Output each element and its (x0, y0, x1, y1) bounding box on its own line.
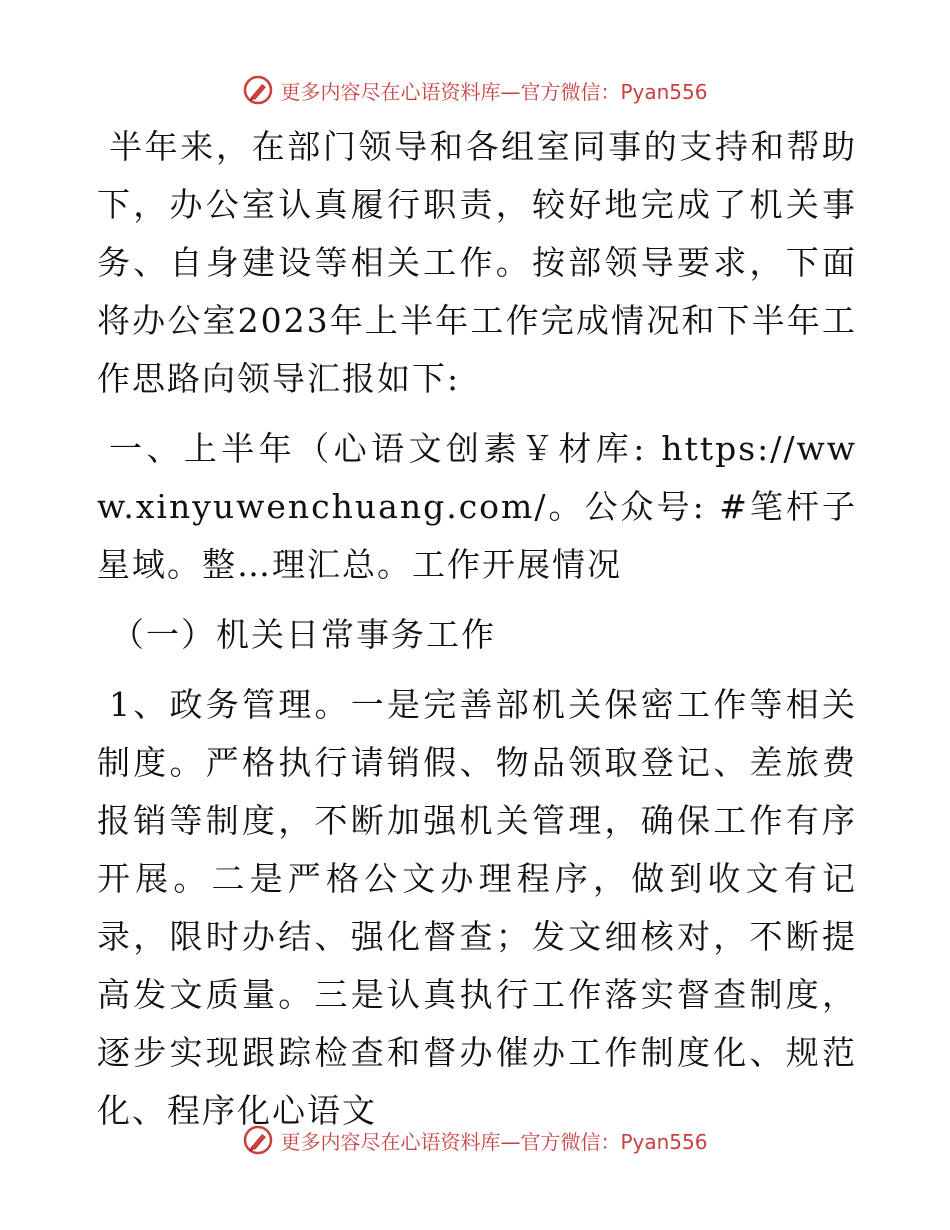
pen-in-circle-icon (242, 74, 274, 106)
pen-in-circle-icon (242, 1124, 274, 1156)
subsection-heading-1: （一）机关日常事务工作 (111, 615, 496, 654)
footer-banner (0, 1120, 950, 1160)
document-body (97, 118, 857, 1140)
item-paragraph-1: 1、政务管理。一是完善部机关保密工作等相关制度。严格执行请销假、物品领取登记、差旅费报销等制度，不断加强机关管理，确保工作有序开展。二是严格公文办理程序，做到收文有记录，限时办结、强化督查；发文细核对，不断提高发文质量。三是认真执行工作落实督查制度，逐步实现跟踪检查和督办催办工作制度化、规范化、程序化心语文 (97, 685, 857, 1130)
header-banner (0, 70, 950, 110)
header-banner-text: 更多内容尽在心语资料库—官方微信：Pyan556 (280, 79, 708, 104)
footer-banner-text: 更多内容尽在心语资料库—官方微信：Pyan556 (280, 1129, 708, 1154)
section-heading-1: 一、上半年（心语文创素￥材库: https://www.xinyuwenchuang.com/。公众号: #笔杆子星域。整…理汇总。工作开展情况 (97, 429, 857, 584)
intro-paragraph: 半年来，在部门领导和各组室同事的支持和帮助下，办公室认真履行职责，较好地完成了机关事务、自身建设等相关工作。按部领导要求，下面将办公室2023年上半年工作完成情况和下半年工作思路向领导汇报如下: (97, 127, 857, 398)
